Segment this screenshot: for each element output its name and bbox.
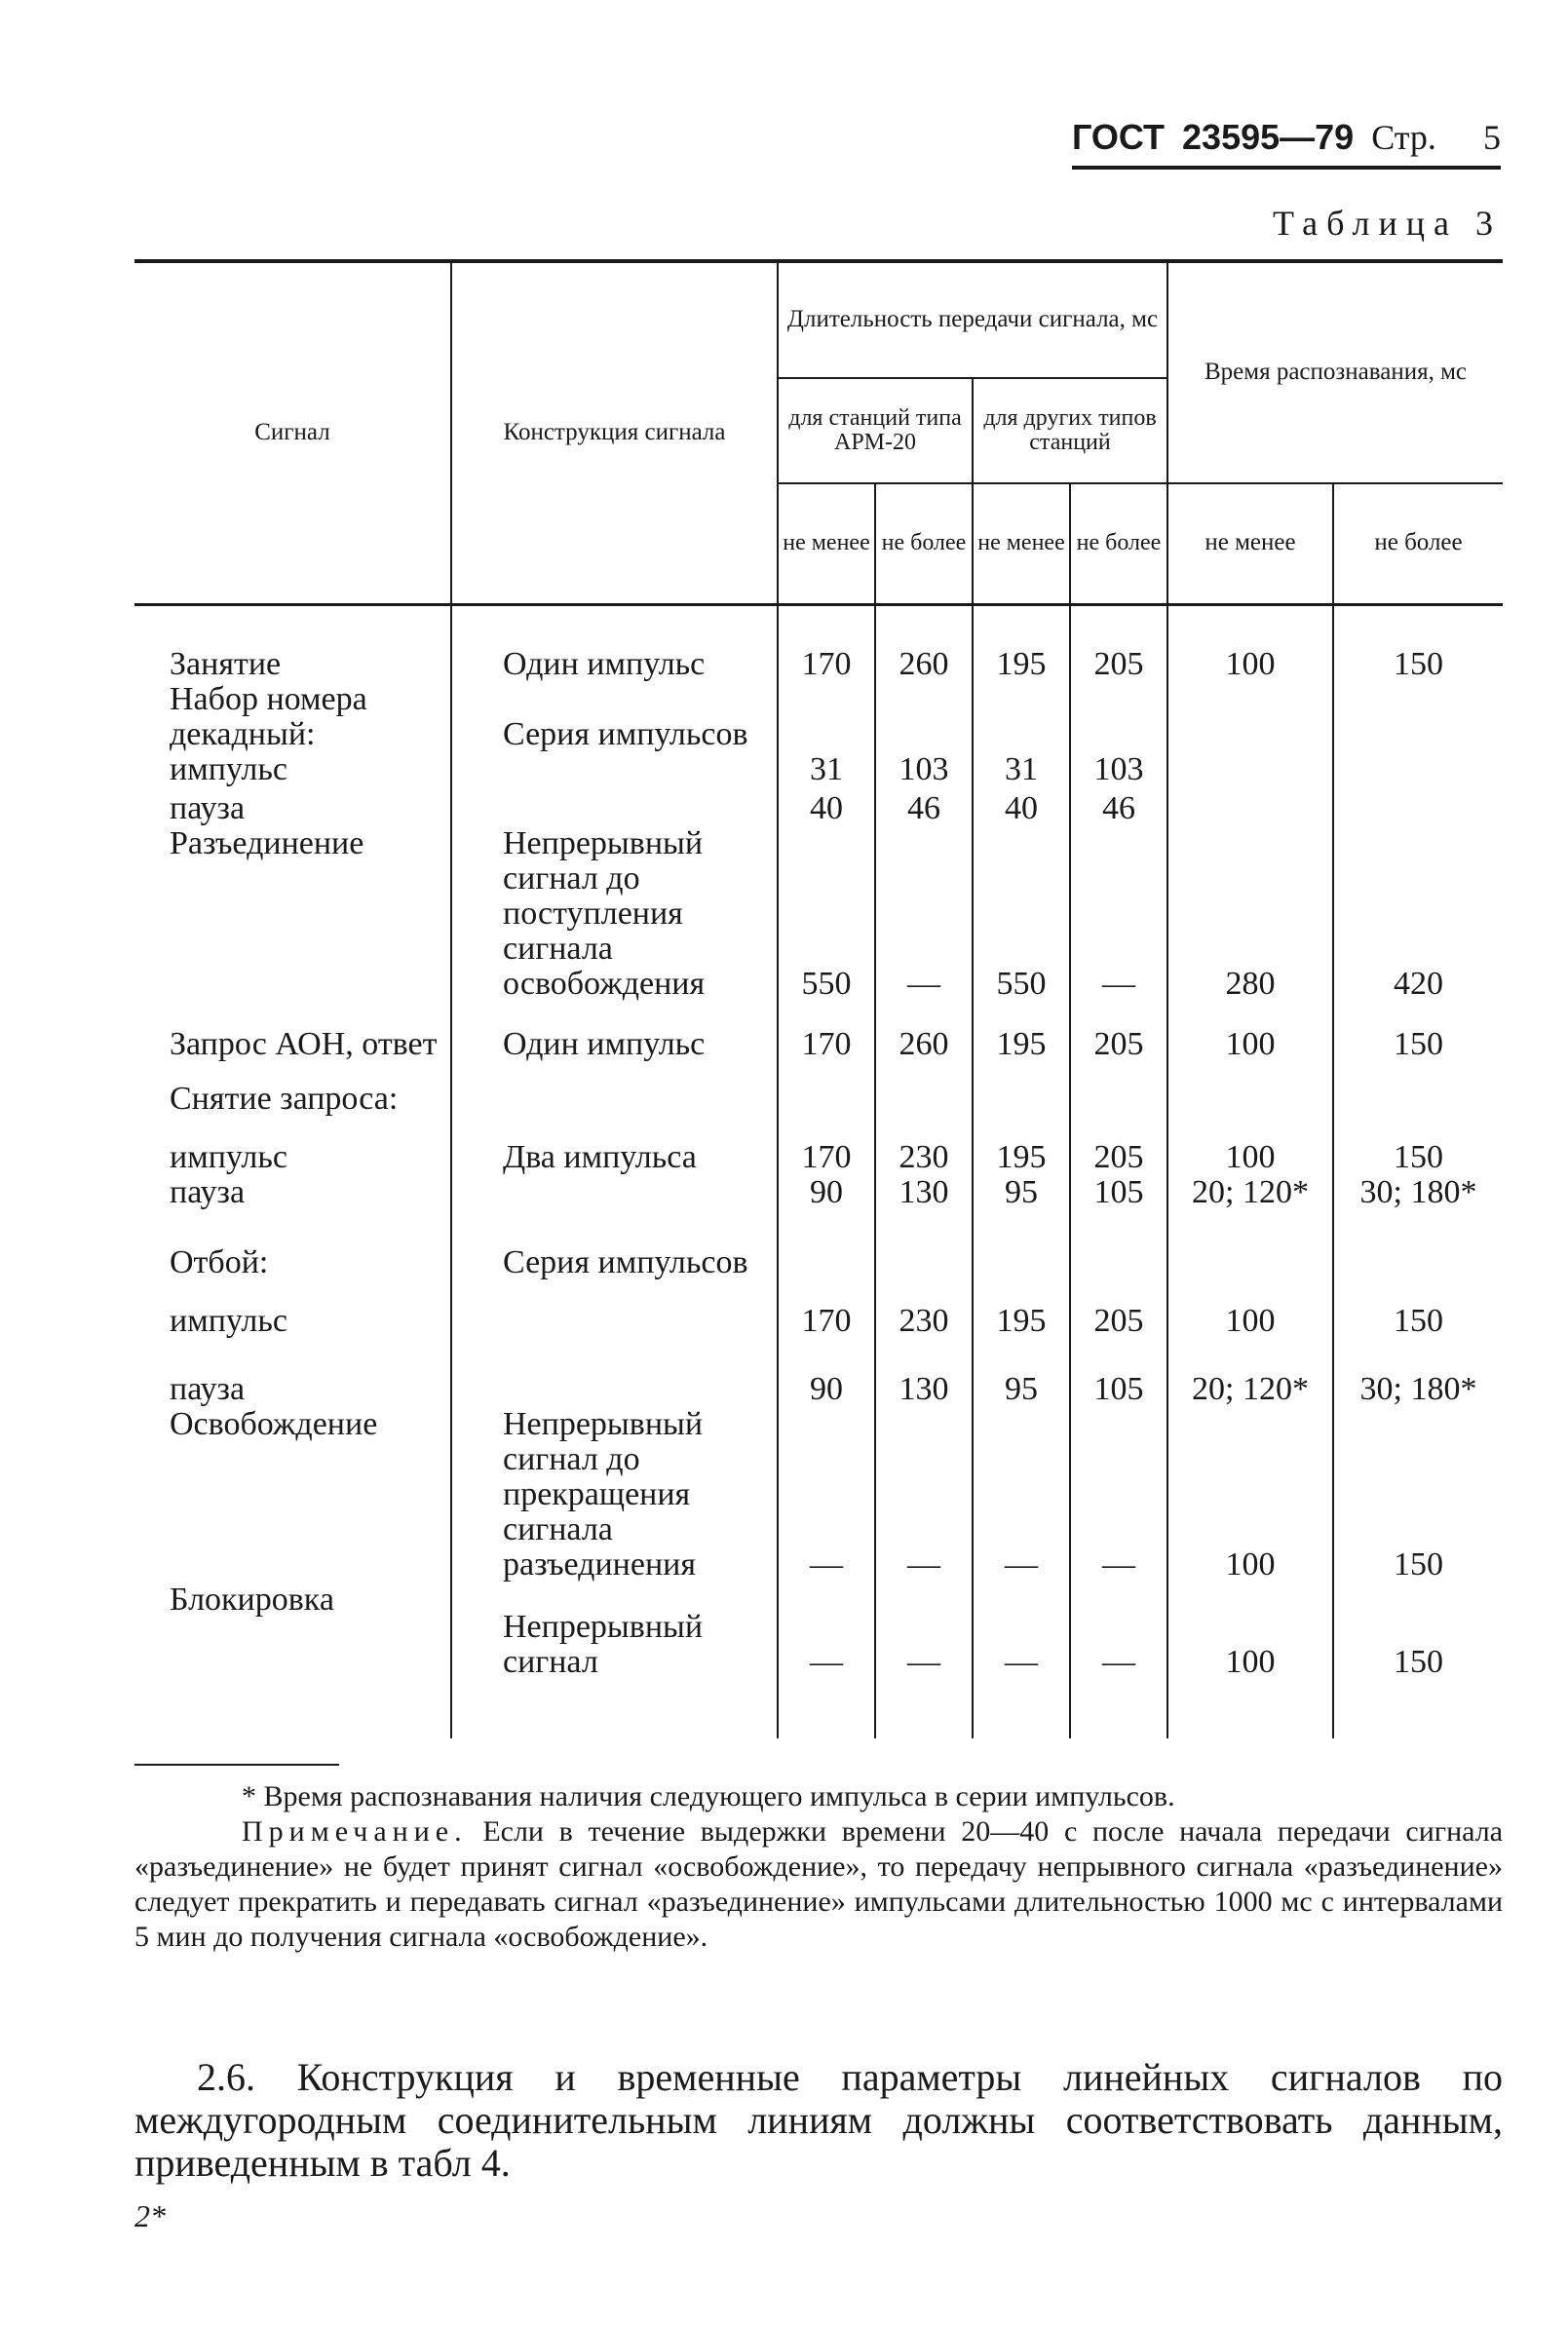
value-cell: — — [875, 1407, 973, 1582]
table-caption: Таблица 3 — [1273, 204, 1502, 243]
table-row — [134, 826, 1503, 1002]
signal-name: импульс — [170, 751, 287, 787]
signal-construction: Серия импульсов — [451, 682, 778, 752]
value-cell — [973, 682, 1070, 752]
value-cell: 31 — [973, 752, 1070, 787]
table-row — [134, 1407, 1503, 1582]
value-cell: 103 — [1070, 752, 1167, 787]
table-row — [134, 1210, 1503, 1280]
page-header — [1072, 117, 1501, 158]
value-cell: — — [778, 1582, 875, 1680]
value-cell — [778, 1210, 875, 1280]
signal-construction: Непрерывный сигнал до поступления сигнала освобождения — [451, 826, 778, 1002]
value-cell: 195 — [973, 1117, 1070, 1175]
value-cell — [1167, 682, 1333, 752]
standard-number: 23595—79 — [1182, 117, 1355, 157]
value-cell: — — [973, 1582, 1070, 1680]
table-row — [134, 682, 1503, 752]
col-other: для других типов станций — [973, 378, 1167, 483]
signal-construction: Непрерывный сигнал — [451, 1582, 778, 1680]
value-cell: 95 — [973, 1175, 1070, 1210]
signature-mark: 2* — [134, 2198, 166, 2233]
value-cell: 260 — [875, 1002, 973, 1062]
value-cell: 150 — [1333, 604, 1503, 682]
signal-construction — [451, 752, 778, 787]
table-row — [134, 604, 1503, 682]
value-cell — [1167, 752, 1333, 787]
col-duration: Длительность передачи сигнала, мс — [778, 261, 1167, 378]
table-row — [134, 1582, 1503, 1680]
page-label: Стр. — [1371, 118, 1436, 157]
value-cell: 550 — [973, 826, 1070, 1002]
value-cell: 150 — [1333, 1407, 1503, 1582]
signal-name: импульс — [170, 1139, 287, 1175]
value-cell: 205 — [1070, 1280, 1167, 1339]
value-cell: 30; 180* — [1333, 1175, 1503, 1210]
value-cell: 100 — [1167, 604, 1333, 682]
value-cell — [1333, 1210, 1503, 1280]
value-cell — [1333, 682, 1503, 752]
signal-name: Занятие — [170, 646, 282, 682]
signal-construction: Серия импульсов — [451, 1210, 778, 1280]
value-cell: 105 — [1070, 1339, 1167, 1407]
signal-construction: Непрерывный сигнал до прекращения сигнала разъединения — [451, 1407, 778, 1582]
value-cell — [1070, 682, 1167, 752]
table-row-filler — [134, 1680, 1503, 1738]
col-construction: Конструкция сигнала — [451, 261, 778, 604]
col-min: не менее — [1167, 483, 1333, 604]
value-cell: 90 — [778, 1339, 875, 1407]
value-cell: 100 — [1167, 1582, 1333, 1680]
value-cell — [875, 1210, 973, 1280]
signal-name: Снятие запроса: — [170, 1081, 399, 1117]
signal-name: пауза — [170, 1174, 246, 1210]
value-cell: 150 — [1333, 1280, 1503, 1339]
signal-table — [134, 259, 1503, 1738]
signal-name: Разъединение — [170, 825, 364, 861]
value-cell: 150 — [1333, 1582, 1503, 1680]
value-cell — [1070, 1210, 1167, 1280]
value-cell: — — [875, 1582, 973, 1680]
table-row — [134, 1280, 1503, 1339]
value-cell: 46 — [1070, 787, 1167, 826]
standard-label: ГОСТ — [1072, 117, 1166, 157]
footnote-rule — [134, 1764, 339, 1766]
note-text: Если в течение выдержки времени 20—40 с после начала передачи сигнала «разъединение» не будет принят сигнал «освобождение», то передачу непрывного сигнала «разъединение» следует прекратить и передавать сигнал «разъединение» импульсами длительностью 1000 мс с интервалами 5 мин до получения сигнала «освобождение». — [134, 1815, 1504, 1953]
value-cell: 150 — [1333, 1117, 1503, 1175]
signal-construction — [451, 1339, 778, 1407]
value-cell: 46 — [875, 787, 973, 826]
value-cell: 205 — [1070, 1117, 1167, 1175]
value-cell: 103 — [875, 752, 973, 787]
signal-construction: Один импульс — [451, 1002, 778, 1062]
value-cell: 230 — [875, 1280, 973, 1339]
value-cell: 205 — [1070, 604, 1167, 682]
signal-construction: Один импульс — [451, 604, 778, 682]
table-row — [134, 1062, 1503, 1117]
value-cell: 130 — [875, 1175, 973, 1210]
table-row — [134, 1175, 1503, 1210]
col-recognition: Время распознавания, мс — [1167, 261, 1503, 483]
table-row — [134, 752, 1503, 787]
value-cell: 95 — [973, 1339, 1070, 1407]
signal-construction — [451, 1062, 778, 1117]
value-cell — [875, 1062, 973, 1117]
value-cell: 195 — [973, 1002, 1070, 1062]
signal-construction — [451, 787, 778, 826]
value-cell: 150 — [1333, 1002, 1503, 1062]
value-cell: 170 — [778, 1002, 875, 1062]
value-cell — [1167, 1062, 1333, 1117]
value-cell — [778, 1062, 875, 1117]
value-cell — [1333, 1062, 1503, 1117]
value-cell: — — [778, 1407, 875, 1582]
signal-name: пауза — [170, 1371, 246, 1407]
signal-name: Набор номера декадный: — [170, 681, 367, 752]
value-cell: 100 — [1167, 1280, 1333, 1339]
col-signal: Сигнал — [134, 261, 451, 604]
value-cell: 100 — [1167, 1407, 1333, 1582]
signal-name: Блокировка — [170, 1582, 334, 1618]
value-cell — [1333, 787, 1503, 826]
value-cell: 130 — [875, 1339, 973, 1407]
clause-text: 2.6. Конструкция и временные параметры линейных сигналов по междугородным соединительным линиям должны соответствовать данным, приведенным в табл 4. — [134, 2055, 1503, 2185]
col-min: не менее — [973, 483, 1070, 604]
signal-name: Освобождение — [170, 1406, 378, 1442]
value-cell — [1167, 787, 1333, 826]
value-cell: — — [1070, 1407, 1167, 1582]
value-cell — [973, 1062, 1070, 1117]
value-cell: 550 — [778, 826, 875, 1002]
signal-construction — [451, 1175, 778, 1210]
footnotes — [134, 1779, 1503, 1955]
value-cell: — — [1070, 826, 1167, 1002]
value-cell: 30; 180* — [1333, 1339, 1503, 1407]
value-cell — [1333, 752, 1503, 787]
col-max: не более — [875, 483, 973, 604]
page-number: 5 — [1483, 118, 1501, 157]
value-cell: 100 — [1167, 1117, 1333, 1175]
note-label: Примечание. — [242, 1815, 468, 1848]
value-cell: 40 — [973, 787, 1070, 826]
signal-name: пауза — [170, 790, 246, 826]
value-cell: 260 — [875, 604, 973, 682]
value-cell: 105 — [1070, 1175, 1167, 1210]
signal-construction — [451, 1280, 778, 1339]
signal-construction: Два импульса — [451, 1117, 778, 1175]
table-row — [134, 787, 1503, 826]
value-cell: — — [875, 826, 973, 1002]
value-cell: — — [1070, 1582, 1167, 1680]
value-cell: — — [973, 1407, 1070, 1582]
value-cell: 205 — [1070, 1002, 1167, 1062]
value-cell — [1167, 1210, 1333, 1280]
value-cell: 170 — [778, 604, 875, 682]
table-row — [134, 1117, 1503, 1175]
signal-name: Запрос АОН, ответ — [170, 1026, 438, 1062]
col-max: не более — [1070, 483, 1167, 604]
value-cell — [973, 1210, 1070, 1280]
value-cell: 20; 120* — [1167, 1175, 1333, 1210]
table-row — [134, 1002, 1503, 1062]
clause-2-6 — [134, 2056, 1503, 2185]
table-body — [134, 604, 1503, 1738]
value-cell: 170 — [778, 1280, 875, 1339]
value-cell: 195 — [973, 604, 1070, 682]
col-min: не менее — [778, 483, 875, 604]
value-cell: 280 — [1167, 826, 1333, 1002]
col-arm20: для станций типа АРМ-20 — [778, 378, 973, 483]
value-cell: 40 — [778, 787, 875, 826]
value-cell — [778, 682, 875, 752]
signal-name: импульс — [170, 1303, 287, 1339]
value-cell: 31 — [778, 752, 875, 787]
table-row — [134, 1339, 1503, 1407]
value-cell: 420 — [1333, 826, 1503, 1002]
value-cell: 195 — [973, 1280, 1070, 1339]
footnote: * Время распознавания наличия следующего импульса в серии импульсов. — [242, 1780, 1175, 1812]
signal-name: Отбой: — [170, 1244, 269, 1280]
col-max: не более — [1333, 483, 1503, 604]
value-cell — [875, 682, 973, 752]
value-cell: 100 — [1167, 1002, 1333, 1062]
value-cell — [1070, 1062, 1167, 1117]
value-cell: 20; 120* — [1167, 1339, 1333, 1407]
value-cell: 90 — [778, 1175, 875, 1210]
value-cell: 170 — [778, 1117, 875, 1175]
header-rule — [1072, 166, 1501, 170]
value-cell: 230 — [875, 1117, 973, 1175]
